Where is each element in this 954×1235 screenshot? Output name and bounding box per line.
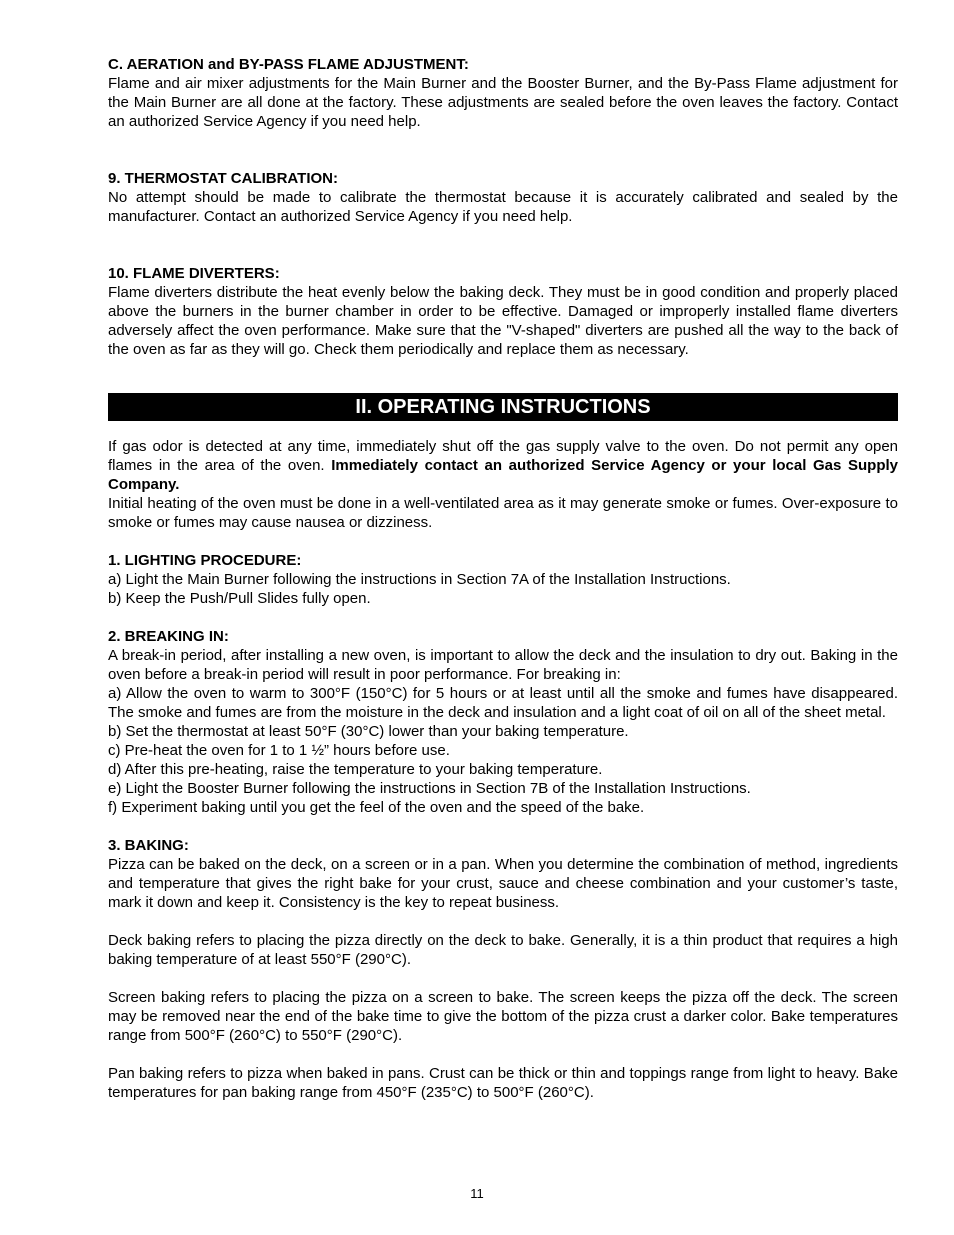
breaking-in-item: b) Set the thermostat at least 50°F (30°C) lower than your baking temperature. xyxy=(108,723,629,740)
lighting-item: b) Keep the Push/Pull Slides fully open. xyxy=(108,590,371,607)
section-9-text: No attempt should be made to calibrate the thermostat because it is accurately calibrated and sealed by the manufacturer. Contact an authorized Service Agency if you need help. xyxy=(108,189,898,225)
breaking-in-item: e) Light the Booster Burner following the instructions in Section 7B of the Installation Instructions. xyxy=(108,780,751,797)
baking-paragraph: Screen baking refers to placing the pizza on a screen to bake. The screen keeps the pizza off the deck. The screen may be removed near the end of the bake time to give the bottom of the pizza crust a darker color. Bake temperatures range from 500°F (260°C) to 550°F (290°C). xyxy=(108,989,898,1044)
operating-instructions-banner: II. OPERATING INSTRUCTIONS xyxy=(108,393,898,421)
section-10-text: Flame diverters distribute the heat evenly below the baking deck. They must be in good condition and properly placed above the burners in the burner chamber in order to be effective. Damaged or improperly installed flame diverters adversely affect the oven performance. Make sure that the "V-shaped" diverters are pushed all the way to the back of the oven as far as they will go. Check them periodically and replace them as necessary. xyxy=(108,284,898,358)
section-9-heading: 9. THERMOSTAT CALIBRATION: xyxy=(108,170,338,187)
section-c-text: Flame and air mixer adjustments for the Main Burner and the Booster Burner, and the By-Pass Flame adjustment for the Main Burner are all done at the factory. These adjustments are sealed before the oven leaves the factory. Contact an authorized Service Agency if you need help. xyxy=(108,75,898,130)
breaking-in-heading: 2. BREAKING IN: xyxy=(108,628,229,645)
breaking-in-item: d) After this pre-heating, raise the temperature to your baking temperature. xyxy=(108,761,603,778)
intro-warning xyxy=(108,437,898,494)
breaking-in-item: a) Allow the oven to warm to 300°F (150°C) for 5 hours or at least until all the smoke and fumes have disappeared. The smoke and fumes are from the moisture in the deck and insulation and a light coat of oil on all of the sheet metal. xyxy=(108,685,898,721)
baking-paragraph: Pan baking refers to pizza when baked in pans. Crust can be thick or thin and toppings range from light to heavy. Bake temperatures for pan baking range from 450°F (235°C) to 500°F (260°C). xyxy=(108,1065,898,1101)
breaking-in-item: c) Pre-heat the oven for 1 to 1 ½” hours before use. xyxy=(108,742,450,759)
lighting-heading: 1. LIGHTING PROCEDURE: xyxy=(108,552,302,569)
lighting-item: a) Light the Main Burner following the instructions in Section 7A of the Installation Instructions. xyxy=(108,571,731,588)
baking-paragraph: Pizza can be baked on the deck, on a screen or in a pan. When you determine the combination of method, ingredients and temperature that gives the right bake for your crust, sauce and cheese combination and your customer’s taste, mark it down and keep it. Consistency is the key to repeat business. xyxy=(108,856,898,911)
intro-ventilation: Initial heating of the oven must be done in a well-ventilated area as it may generate smoke or fumes. Over-exposure to smoke or fumes may cause nausea or dizziness. xyxy=(108,495,898,531)
page-number: 11 xyxy=(470,1186,484,1201)
baking-heading: 3. BAKING: xyxy=(108,837,189,854)
breaking-in-text: A break-in period, after installing a new oven, is important to allow the deck and the insulation to dry out. Baking in the oven before a break-in period will result in poor performance. For breaking in: xyxy=(108,647,898,683)
breaking-in-item: f) Experiment baking until you get the feel of the oven and the speed of the bake. xyxy=(108,799,645,816)
document-body xyxy=(108,55,898,1102)
intro-warning-bold: Immediately contact an authorized Service Agency or your local Gas Supply Company. xyxy=(108,457,899,493)
section-10-heading: 10. FLAME DIVERTERS: xyxy=(108,265,280,282)
baking-paragraph: Deck baking refers to placing the pizza directly on the deck to bake. Generally, it is a thin product that requires a high baking temperature of at least 550°F (290°C). xyxy=(108,932,898,968)
intro-warning-text: If gas odor is detected at any time, immediately shut off the gas supply valve to the oven. Do not permit any open flames in the area of the oven. xyxy=(108,438,898,474)
section-c-heading: C. AERATION and BY-PASS FLAME ADJUSTMENT: xyxy=(108,56,469,73)
